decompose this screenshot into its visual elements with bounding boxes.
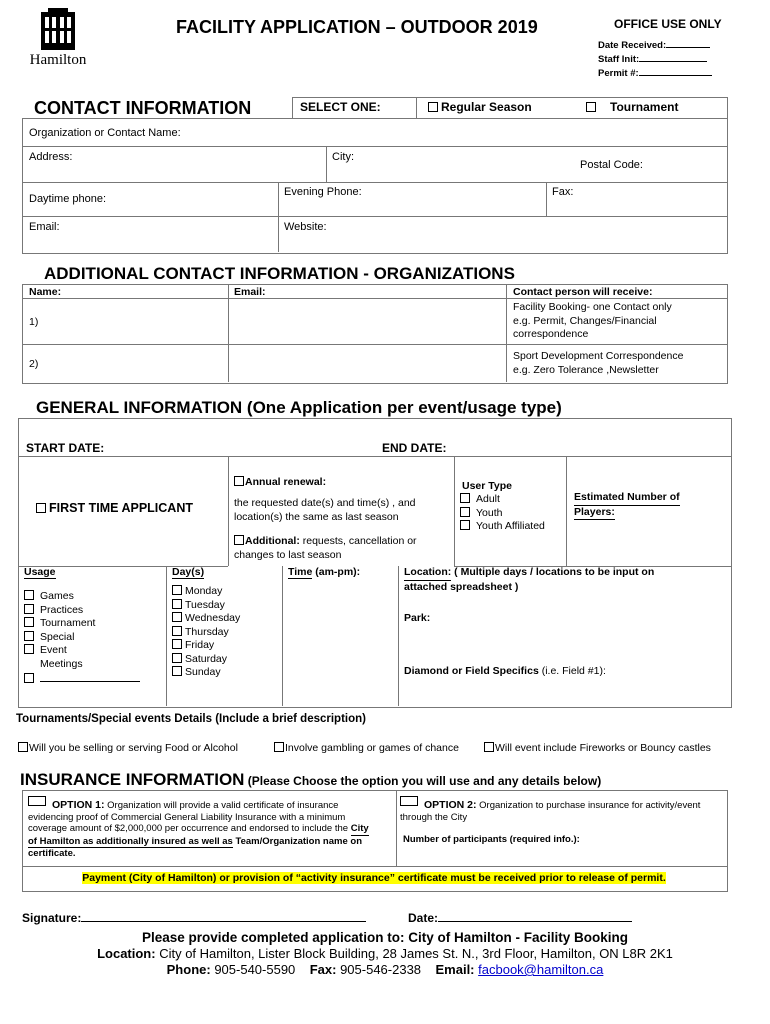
logo-text: Hamilton <box>29 52 87 68</box>
food-alcohol-option[interactable]: Will you be selling or serving Food or Alcohol <box>18 742 238 754</box>
event-checkbox[interactable] <box>24 644 34 654</box>
date-received-label: Date Received: <box>598 40 667 51</box>
email-link[interactable]: facbook@hamilton.ca <box>478 962 604 977</box>
insurance-heading: INSURANCE INFORMATION (Please Choose the option you will use and any details below) <box>20 770 602 789</box>
annual-renewal-label: Annual renewal: <box>245 476 327 488</box>
col-contact-header: Contact person will receive: <box>513 286 653 298</box>
email-field[interactable]: Email: <box>29 221 60 233</box>
start-date-field[interactable]: START DATE: <box>26 441 105 455</box>
footer-location: Location: City of Hamilton, Lister Block Building, 28 James St. N., 3rd Floor, Hamilton, ON L8R 2K1 <box>97 946 673 961</box>
city-field[interactable]: City: <box>332 151 354 163</box>
staff-init-label: Staff Init: <box>598 54 640 65</box>
renewal-description: the requested date(s) and time(s) , and location(s) the same as last season <box>234 497 416 523</box>
sunday-checkbox[interactable] <box>172 666 182 676</box>
first-time-label: FIRST TIME APPLICANT <box>49 501 193 515</box>
date-field[interactable]: Date: <box>408 910 632 925</box>
games-checkbox[interactable] <box>24 590 34 600</box>
additional-label: Additional: <box>245 535 300 547</box>
tournament-usage-checkbox[interactable] <box>24 617 34 627</box>
practices-checkbox[interactable] <box>24 604 34 614</box>
monday-checkbox[interactable] <box>172 585 182 595</box>
user-type-youth[interactable]: Youth <box>460 507 545 521</box>
additional-checkbox[interactable] <box>234 535 244 545</box>
option2-checkbox[interactable] <box>400 796 418 806</box>
option1-block[interactable]: OPTION 1: Organization will provide a valid certificate of insurance evidencing proof of Commercial General Liability Insurance with a minimum coverage amount of $2,000,000 per occurrence and endorsed to include the City of Hamilton as additionally insured as well as Team/Organization name on certificate. <box>28 796 392 860</box>
youth-checkbox[interactable] <box>460 507 470 517</box>
tuesday-checkbox[interactable] <box>172 599 182 609</box>
location-field[interactable]: Location: ( Multiple days / locations to be input on attached spreadsheet ) <box>404 566 655 593</box>
annual-renewal-option[interactable] <box>234 476 326 488</box>
staff-init-field[interactable] <box>639 52 707 62</box>
usage-tournament[interactable]: Tournament <box>24 617 140 631</box>
tournament-details-field[interactable]: Tournaments/Special events Details (Include a brief description) <box>16 713 366 725</box>
signature-field[interactable]: Signature: <box>22 910 366 925</box>
usage-list <box>24 590 140 687</box>
first-time-option[interactable] <box>36 501 193 515</box>
day-wednesday[interactable]: Wednesday <box>172 612 240 626</box>
row2-description: Sport Development Correspondence e.g. Zero Tolerance ,Newsletter <box>513 350 684 376</box>
end-date-field[interactable]: END DATE: <box>382 441 447 455</box>
usage-practices[interactable]: Practices <box>24 604 140 618</box>
row1-number: 1) <box>29 316 39 328</box>
option2-block[interactable]: OPTION 2: Organization to purchase insurance for activity/event through the City <box>400 796 724 823</box>
address-field[interactable]: Address: <box>29 151 73 163</box>
permit-field[interactable] <box>639 66 712 76</box>
regular-season-option[interactable] <box>428 100 532 114</box>
form-title: FACILITY APPLICATION – OUTDOOR 2019 <box>176 17 538 37</box>
permit-label: Permit #: <box>598 68 639 79</box>
diamond-field[interactable]: Diamond or Field Specifics (i.e. Field #1): <box>404 665 606 677</box>
participants-field[interactable]: Number of participants (required info.): <box>403 834 580 845</box>
hamilton-crest-icon <box>22 8 94 54</box>
col-email-header: Email: <box>234 286 266 298</box>
other-usage-checkbox[interactable] <box>24 673 34 683</box>
signature-line[interactable] <box>81 910 366 922</box>
usage-event[interactable]: Event <box>24 644 140 658</box>
regular-season-label: Regular Season <box>441 100 532 114</box>
user-type-label: User Type <box>462 480 512 492</box>
day-saturday[interactable]: Saturday <box>172 653 240 667</box>
park-field[interactable]: Park: <box>404 612 431 624</box>
contact-heading: CONTACT INFORMATION <box>34 98 252 118</box>
fireworks-checkbox[interactable] <box>484 742 494 752</box>
additional-option[interactable]: Additional: requests, cancellation or changes to last season <box>234 535 417 561</box>
org-name-field[interactable]: Organization or Contact Name: <box>29 127 181 139</box>
usage-special[interactable]: Special <box>24 631 140 645</box>
evening-phone-field[interactable]: Evening Phone: <box>284 186 362 198</box>
row1-description: Facility Booking- one Contact only e.g. Permit, Changes/Financial correspondence <box>513 301 672 340</box>
youth-affiliated-checkbox[interactable] <box>460 520 470 530</box>
days-list <box>172 585 240 680</box>
city-logo <box>22 8 94 70</box>
website-field[interactable]: Website: <box>284 221 327 233</box>
other-usage-field[interactable] <box>40 671 140 682</box>
tournament-label: Tournament <box>610 100 679 114</box>
postal-code-field[interactable]: Postal Code: <box>580 159 643 171</box>
date-line[interactable] <box>438 910 632 922</box>
days-header: Day(s) <box>172 566 205 578</box>
user-type-youth-affiliated[interactable]: Youth Affiliated <box>460 520 545 534</box>
annual-renewal-checkbox[interactable] <box>234 476 244 486</box>
day-thursday[interactable]: Thursday <box>172 626 240 640</box>
thursday-checkbox[interactable] <box>172 626 182 636</box>
tournament-option[interactable] <box>586 100 678 114</box>
footer-submit-line: Please provide completed application to: City of Hamilton - Facility Booking <box>141 930 629 945</box>
footer-contact: Phone: 905-540-5590 Fax: 905-546-2338 Email: facbook@hamilton.ca <box>166 962 604 977</box>
day-friday[interactable]: Friday <box>172 639 240 653</box>
fax-field[interactable]: Fax: <box>552 186 574 198</box>
additional-heading: ADDITIONAL CONTACT INFORMATION - ORGANIZATIONS <box>44 264 515 283</box>
gambling-checkbox[interactable] <box>274 742 284 752</box>
time-field[interactable]: Time (am-pm): <box>288 566 361 578</box>
payment-note: Payment (City of Hamilton) or provision of “activity insurance” certificate must be received prior to release of permit. <box>82 872 666 884</box>
day-sunday[interactable]: Sunday <box>172 666 240 680</box>
col-name-header: Name: <box>29 286 62 298</box>
office-use-heading: OFFICE USE ONLY <box>614 17 722 31</box>
usage-other[interactable] <box>24 671 140 687</box>
row2-number: 2) <box>29 358 39 370</box>
adult-checkbox[interactable] <box>460 493 470 503</box>
wednesday-checkbox[interactable] <box>172 612 182 622</box>
user-type-list <box>460 493 545 534</box>
general-heading: GENERAL INFORMATION (One Application per event/usage type) <box>36 398 562 417</box>
first-time-checkbox[interactable] <box>36 503 46 513</box>
estimated-players-field[interactable]: Estimated Number of Players: <box>574 491 680 520</box>
food-alcohol-checkbox[interactable] <box>18 742 28 752</box>
regular-season-checkbox[interactable] <box>428 102 438 112</box>
tournament-checkbox[interactable] <box>586 102 596 112</box>
date-received-field[interactable] <box>666 38 710 48</box>
user-type-adult[interactable]: Adult <box>460 493 545 507</box>
daytime-phone-field[interactable]: Daytime phone: <box>29 193 107 205</box>
select-one-label: SELECT ONE: <box>300 100 381 114</box>
option1-checkbox[interactable] <box>28 796 46 806</box>
day-tuesday[interactable]: Tuesday <box>172 599 240 613</box>
usage-games[interactable]: Games <box>24 590 140 604</box>
friday-checkbox[interactable] <box>172 639 182 649</box>
fireworks-option[interactable]: Will event include Fireworks or Bouncy castles <box>484 742 711 754</box>
usage-header: Usage <box>24 566 56 578</box>
saturday-checkbox[interactable] <box>172 653 182 663</box>
gambling-option[interactable]: Involve gambling or games of chance <box>274 742 459 754</box>
special-checkbox[interactable] <box>24 631 34 641</box>
day-monday[interactable]: Monday <box>172 585 240 599</box>
office-use-block <box>598 38 716 80</box>
usage-meetings[interactable]: Meetings <box>40 657 83 670</box>
